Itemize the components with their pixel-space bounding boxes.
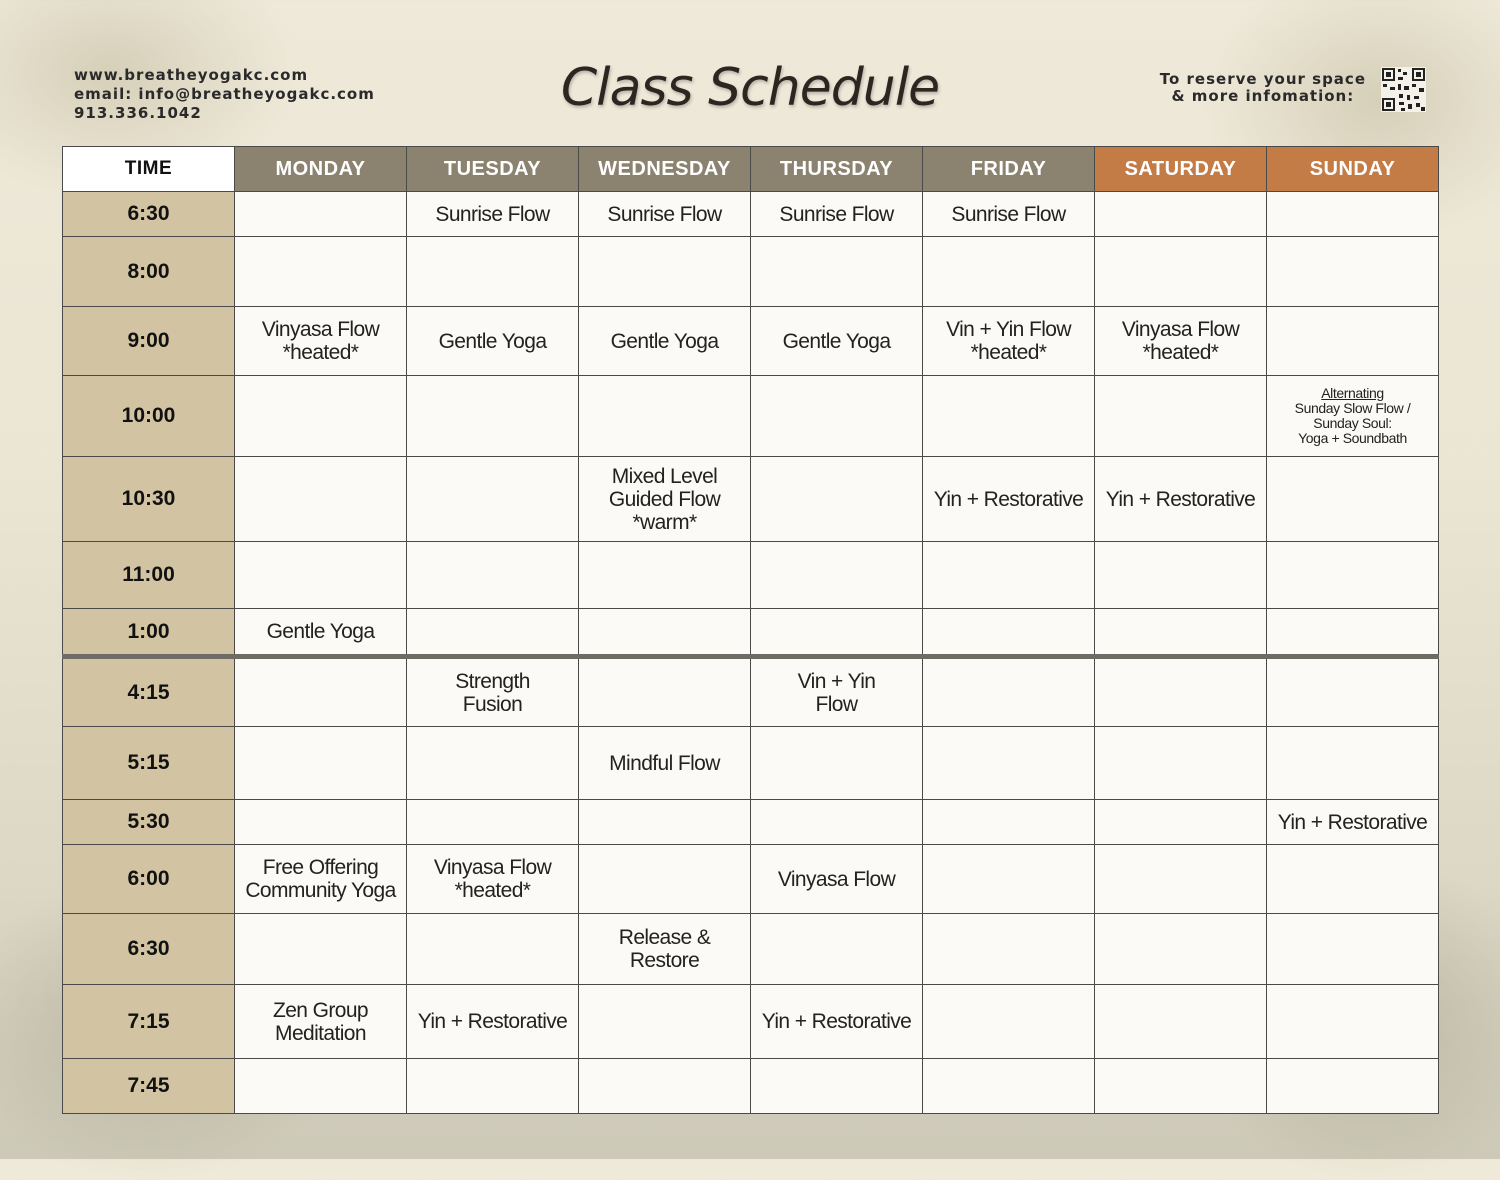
table-row [63,727,1439,800]
day-header-friday: FRIDAY [923,147,1095,192]
class-cell-sunday [1267,657,1439,727]
class-cell-tuesday [407,457,579,542]
class-name: Yin + Restorative [1277,810,1428,834]
class-cell-wednesday[interactable] [579,727,751,800]
day-header-monday: MONDAY [235,147,407,192]
qr-code-icon[interactable] [1381,67,1426,112]
class-name: Vinyasa Flow [433,856,552,879]
schedule-table [62,146,1439,1114]
class-name: Meditation [275,1021,366,1045]
table-row [63,307,1439,376]
class-cell-thursday[interactable] [751,307,923,376]
reserve-line-2: & more infomation: [1171,87,1355,105]
class-cell-sunday [1267,985,1439,1059]
table-row [63,542,1439,609]
class-cell-saturday [1095,727,1267,800]
class-name: Mixed Level [611,464,718,488]
class-cell-monday[interactable] [235,609,407,657]
class-name: Yin + Restorative [417,1010,568,1033]
class-name: Mindful Flow [609,751,720,775]
class-name: Release & [618,926,711,949]
day-header-saturday: SATURDAY [1095,147,1267,192]
time-cell: 6:30 [63,914,235,985]
class-name: Gentle Yoga [610,329,719,353]
class-cell-wednesday [579,845,751,914]
time-cell: 8:00 [63,237,235,307]
class-cell-tuesday[interactable] [407,192,579,237]
class-cell-wednesday [579,800,751,845]
email-link[interactable]: email: info@breatheyogakc.com [74,85,375,103]
table-row [63,609,1439,657]
time-cell: 10:30 [63,457,235,542]
time-cell: 11:00 [63,542,235,609]
class-cell-thursday [751,727,923,800]
class-cell-thursday [751,914,923,985]
class-name: Vinyasa Flow [261,318,380,341]
class-cell-monday[interactable] [235,845,407,914]
class-cell-wednesday [579,985,751,1059]
class-cell-saturday [1095,192,1267,237]
class-cell-thursday[interactable] [751,985,923,1059]
class-cell-saturday [1095,657,1267,727]
class-name: Vin + Yin Flow [946,318,1071,341]
class-cell-saturday [1095,800,1267,845]
table-row [63,800,1439,845]
class-cell-tuesday[interactable] [407,985,579,1059]
time-cell: 7:45 [63,1059,235,1114]
class-name: Yin + Restorative [1105,487,1256,511]
sunday-note-line: Sunday Slow Flow / [1294,400,1411,416]
class-cell-wednesday [579,1059,751,1114]
class-cell-saturday [1095,609,1267,657]
class-cell-monday [235,914,407,985]
class-cell-wednesday [579,657,751,727]
class-cell-tuesday[interactable] [407,307,579,376]
class-cell-wednesday [579,237,751,307]
class-cell-tuesday [407,237,579,307]
class-cell-sunday [1267,609,1439,657]
class-name: Zen Group [273,998,368,1022]
table-row [63,192,1439,237]
class-cell-wednesday[interactable] [579,307,751,376]
day-header-wednesday: WEDNESDAY [579,147,751,192]
class-cell-thursday[interactable] [751,657,923,727]
class-cell-sunday [1267,307,1439,376]
class-cell-wednesday [579,376,751,457]
class-cell-thursday [751,237,923,307]
time-cell: 10:00 [63,376,235,457]
class-name: Yin + Restorative [933,487,1084,511]
class-cell-monday[interactable] [235,307,407,376]
class-cell-sunday [1267,845,1439,914]
table-row [63,237,1439,307]
table-row [63,457,1439,542]
sunday-note-line: Yoga + Soundbath [1298,430,1407,446]
time-cell: 9:00 [63,307,235,376]
class-cell-monday [235,192,407,237]
class-cell-tuesday[interactable] [407,845,579,914]
class-cell-saturday[interactable] [1095,457,1267,542]
class-cell-sunday [1267,376,1439,457]
class-cell-friday [923,542,1095,609]
class-cell-monday [235,657,407,727]
reserve-line-1: To reserve your space [1159,70,1366,88]
class-cell-monday [235,1059,407,1114]
class-cell-friday[interactable] [923,192,1095,237]
time-cell: 5:30 [63,800,235,845]
schedule-body [63,192,1439,1114]
class-cell-wednesday [579,542,751,609]
class-name: Restore [629,949,700,972]
class-cell-thursday[interactable] [751,845,923,914]
class-cell-friday [923,237,1095,307]
class-cell-saturday [1095,845,1267,914]
class-cell-monday [235,457,407,542]
class-name: Fusion [462,692,523,716]
class-cell-sunday [1267,727,1439,800]
class-cell-friday [923,845,1095,914]
class-cell-friday [923,657,1095,727]
class-cell-sunday [1267,457,1439,542]
class-cell-monday [235,376,407,457]
class-cell-friday [923,914,1095,985]
class-cell-sunday [1267,914,1439,985]
class-cell-friday [923,1059,1095,1114]
day-header-tuesday: TUESDAY [407,147,579,192]
class-name: *heated* [1142,341,1219,364]
class-cell-monday [235,237,407,307]
class-cell-wednesday[interactable] [579,457,751,542]
class-cell-thursday [751,609,923,657]
class-cell-monday[interactable] [235,985,407,1059]
class-name: *heated* [454,879,531,902]
table-row [63,376,1439,457]
class-name: Gentle Yoga [266,620,375,643]
table-row [63,845,1439,914]
class-cell-sunday [1267,1059,1439,1114]
day-header-thursday: THURSDAY [751,147,923,192]
time-cell: 4:15 [63,657,235,727]
class-cell-saturday [1095,542,1267,609]
class-cell-sunday[interactable] [1267,800,1439,845]
class-cell-sunday [1267,237,1439,307]
class-cell-wednesday [579,609,751,657]
table-row [63,657,1439,727]
class-name: Gentle Yoga [438,329,547,353]
table-row [63,1059,1439,1114]
day-header-sunday: SUNDAY [1267,147,1439,192]
page-title: Class Schedule [560,58,940,118]
class-name: Sunrise Flow [779,202,894,226]
class-cell-wednesday[interactable] [579,914,751,985]
class-cell-sunday [1267,542,1439,609]
time-cell: 6:00 [63,845,235,914]
class-name: Vinyasa Flow [777,867,896,891]
class-name: *warm* [632,510,697,534]
class-cell-friday [923,800,1095,845]
alternating-label: Alternating [1321,385,1384,401]
class-cell-thursday [751,800,923,845]
time-cell: 6:30 [63,192,235,237]
class-name: Sunrise Flow [951,202,1066,226]
class-cell-thursday [751,376,923,457]
class-cell-friday [923,727,1095,800]
class-name: *heated* [282,341,359,364]
class-cell-saturday [1095,376,1267,457]
class-name: Strength [455,669,530,693]
class-cell-thursday [751,542,923,609]
class-cell-tuesday [407,800,579,845]
class-name: Community Yoga [245,879,396,902]
class-cell-monday [235,727,407,800]
class-cell-thursday [751,457,923,542]
time-column-header: TIME [63,147,235,192]
time-cell: 1:00 [63,609,235,657]
phone-number: 913.336.1042 [74,104,202,122]
class-cell-tuesday [407,914,579,985]
class-cell-saturday[interactable] [1095,307,1267,376]
class-cell-friday [923,376,1095,457]
class-cell-friday[interactable] [923,457,1095,542]
sunday-note-line: Sunday Soul: [1313,415,1392,431]
class-name: Guided Flow [608,487,721,511]
class-name: Free Offering [262,856,379,879]
class-name: Gentle Yoga [782,329,891,353]
class-cell-tuesday[interactable] [407,657,579,727]
class-cell-thursday [751,1059,923,1114]
class-name: Vinyasa Flow [1121,318,1240,341]
class-cell-friday [923,609,1095,657]
class-cell-saturday [1095,914,1267,985]
class-cell-saturday [1095,1059,1267,1114]
class-cell-tuesday [407,542,579,609]
class-cell-saturday [1095,985,1267,1059]
class-cell-monday [235,800,407,845]
website-link[interactable]: www.breatheyogakc.com [74,66,309,84]
class-cell-tuesday [407,727,579,800]
header-row [63,147,1439,192]
class-cell-saturday [1095,237,1267,307]
class-name: *heated* [970,341,1047,364]
class-cell-sunday [1267,192,1439,237]
class-cell-wednesday[interactable] [579,192,751,237]
class-cell-tuesday [407,376,579,457]
time-cell: 7:15 [63,985,235,1059]
class-name: Flow [815,692,858,716]
time-cell: 5:15 [63,727,235,800]
class-name: Vin + Yin [797,669,876,693]
reserve-note [1160,71,1366,105]
table-row [63,914,1439,985]
class-cell-tuesday [407,609,579,657]
table-row [63,985,1439,1059]
class-name: Sunrise Flow [435,202,550,226]
class-cell-monday [235,542,407,609]
class-cell-friday[interactable] [923,307,1095,376]
class-name: Sunrise Flow [607,202,722,226]
class-cell-thursday[interactable] [751,192,923,237]
class-name: Yin + Restorative [761,1010,912,1033]
class-cell-friday [923,985,1095,1059]
class-cell-tuesday [407,1059,579,1114]
